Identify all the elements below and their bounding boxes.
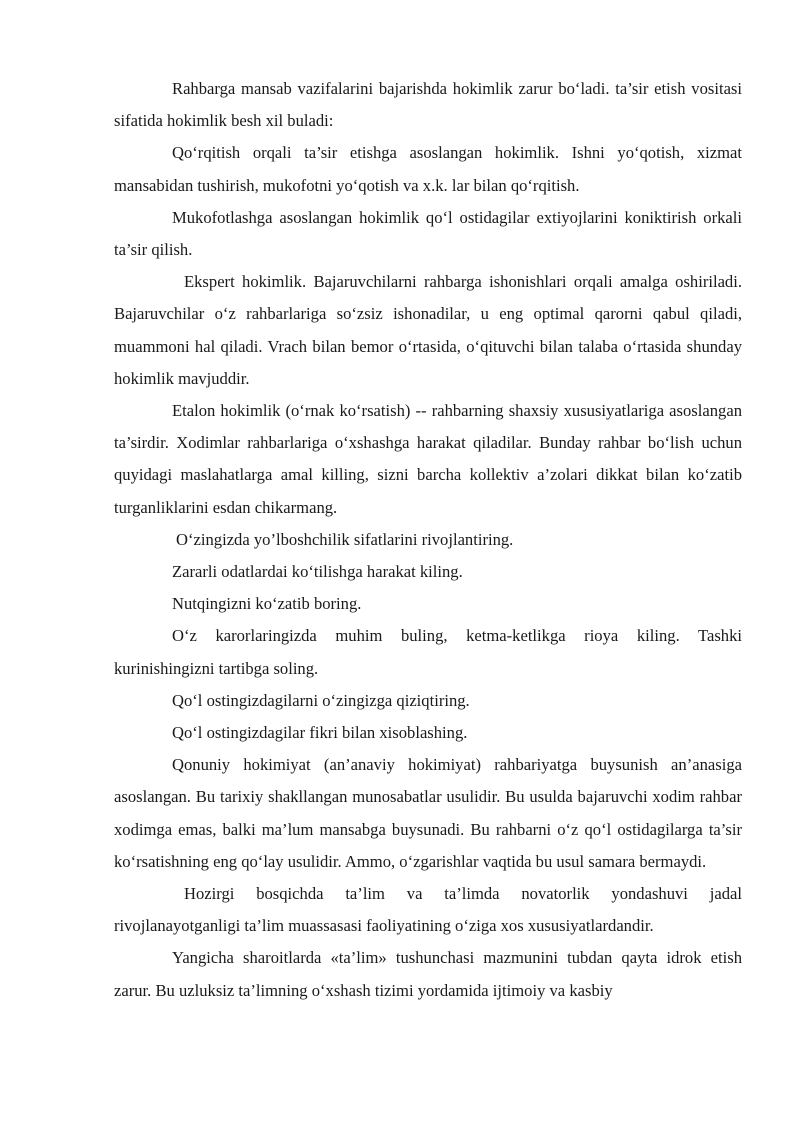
list-item-advice-1: O‘zingizda yo’lboshchilik sifatlarini rivojlantiring. — [176, 529, 514, 549]
list-item-advice-3: Nutqingizni ko‘zatib boring. — [172, 594, 362, 614]
list-item-advice-2: Zararli odatlardai ko‘tilishga harakat kiling. — [172, 562, 463, 582]
paragraph-hozirgi: Hozirgi bosqichda ta’lim va ta’limda novatorlik yondashuvi jadal rivojlanayotganligi ta’lim muassasasi faoliyatining o‘ziga xos xususiyatlardandir. — [114, 884, 742, 936]
paragraph-yangicha: Yangicha sharoitlarda «ta’lim» tushunchasi mazmunini tubdan qayta idrok etish zarur. Bu uzluksiz ta’limning o‘xshash tizimi yordamida ijtimoiy va kasbiy — [114, 948, 742, 1000]
paragraph-mukofotlash: Mukofotlashga asoslangan hokimlik qo‘l ostidagilar extiyojlarini koniktirish orkali ta’sir qilish. — [114, 207, 742, 260]
list-item-advice-4: O‘z karorlaringizda muhim buling, ketma-ketlikga rioya kiling. Tashki kurinishingizni tartibga soling. — [114, 626, 742, 678]
list-item-advice-6: Qo‘l ostingizdagilar fikri bilan xisoblashing. — [172, 723, 468, 743]
paragraph-etalon: Etalon hokimlik (o‘rnak ko‘rsatish) -- rahbarning shaxsiy xususiyatlariga asoslangan ta’sirdir. Xodimlar rahbarlariga o‘xshashga harakat qiladilar. Bunday rahbar bo‘lish uchun quyidagi maslahatlarga amal killing, sizni barcha kollektiv a’zolari dikkat bilan ko‘zatib turganliklarini esdan chikarmang. — [114, 401, 742, 517]
list-item-advice-5: Qo‘l ostingizdagilarni o‘zingizga qiziqtiring. — [172, 690, 470, 710]
paragraph-qorqitish: Qo‘rqitish orqali ta’sir etishga asoslangan hokimlik. Ishni yo‘qotish, xizmat mansabidan tushirish, mukofotni yo‘qotish va x.k. lar bilan qo‘rqitish. — [114, 143, 742, 195]
document-page — [114, 73, 742, 1007]
paragraph-qonuniy: Qonuniy hokimiyat (an’anaviy hokimiyat) rahbariyatga buysunish an’anasiga asoslangan. Bu tarixiy shakllangan munosabatlar usulidir. Bu usulda bajaruvchi xodim rahbar xodimga emas, balki ma’lum mansabga buysunadi. Bu rahbarni o‘z qo‘l ostidagilarga ta’sir ko‘rsatishning eng qo‘lay usulidir. Ammo, o‘zgarishlar vaqtida bu usul samara bermaydi. — [114, 755, 742, 871]
paragraph-hokimlik-intro: Rahbarga mansab vazifalarini bajarishda hokimlik zarur bo‘ladi. ta’sir etish vositasi sifatida hokimlik besh xil buladi: — [114, 79, 742, 131]
paragraph-ekspert: Ekspert hokimlik. Bajaruvchilarni rahbarga ishonishlari orqali amalga oshiriladi. Bajaruvchilar o‘z rahbarlariga so‘zsiz ishonadilar, u eng optimal qarorni qabul qiladi, muammoni hal qiladi. Vrach bilan bemor o‘rtasida, o‘qituvchi bilan talaba o‘rtasida shunday hokimlik mavjuddir. — [114, 272, 742, 388]
